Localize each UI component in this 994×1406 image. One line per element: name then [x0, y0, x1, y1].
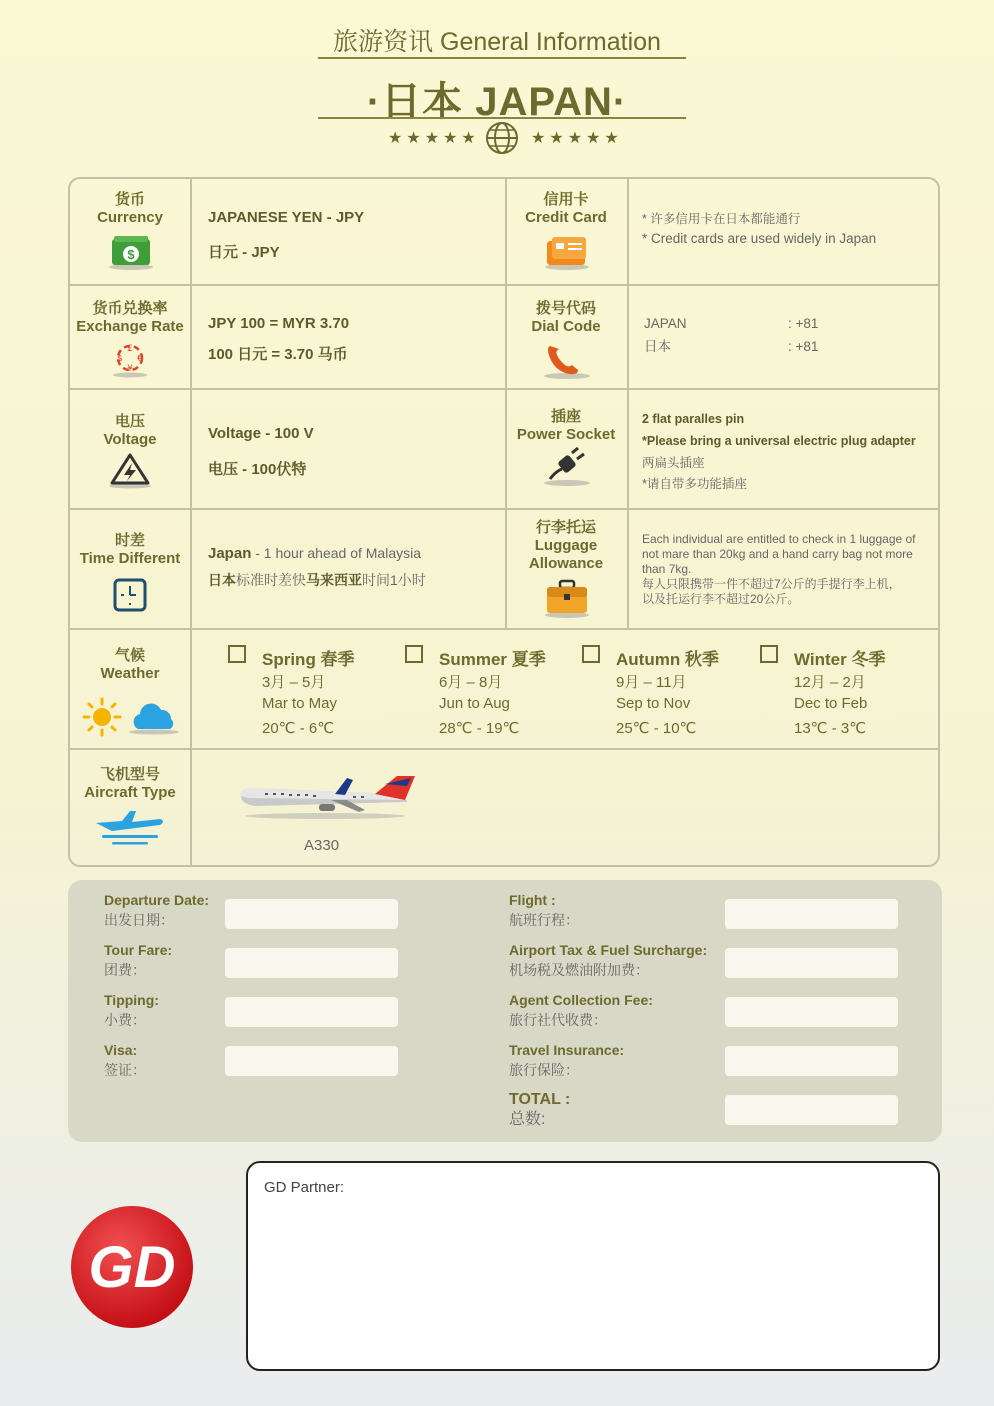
plug-icon — [542, 447, 592, 487]
time-different-label: 时差 Time Different — [79, 532, 181, 567]
svg-text:¥: ¥ — [127, 364, 133, 374]
clock-icon — [112, 577, 148, 613]
dial-country-cn: 日本 — [644, 339, 671, 354]
dial-code-en: : +81 — [788, 316, 819, 331]
departure-date-field[interactable] — [225, 899, 398, 929]
credit-card-label: 信用卡 Credit Card — [525, 191, 607, 226]
credit-card-icon — [544, 235, 590, 271]
season-temp: 20℃ - 6℃ — [262, 720, 335, 737]
season-range: Mar to May — [262, 695, 338, 712]
season-months: 12月 – 2月 — [794, 674, 866, 691]
logo-text: GD — [88, 1235, 176, 1300]
visa-label: Visa: 签证： — [104, 1042, 146, 1078]
gd-logo — [70, 1205, 194, 1329]
season-range: Sep to Nov — [616, 695, 691, 712]
dial-code-label: 拨号代码 Dial Code — [531, 300, 601, 335]
visa-field[interactable] — [225, 1046, 398, 1076]
voltage-value-cn: 电压 - 100伏特 — [208, 461, 307, 478]
flight-label: Flight : 航班行程： — [509, 892, 579, 928]
agent-fee-label: Agent Collection Fee: 旅行社代收费： — [509, 992, 653, 1028]
credit-note-cn: * 许多信用卡在日本都能通行 — [642, 212, 801, 226]
tour-fare-label: Tour Fare: 团费： — [104, 942, 173, 978]
power-line-1: 2 flat paralles pin — [642, 412, 745, 426]
col-divider — [627, 179, 629, 630]
season-name: Spring 春季 — [262, 650, 355, 669]
credit-note-en: * Credit cards are used widely in Japan — [642, 231, 877, 246]
voltage-label: 电压 Voltage — [103, 413, 157, 448]
season-name: Autumn 秋季 — [616, 650, 719, 669]
money-icon — [108, 235, 154, 271]
exchange-value-cn: 100 日元 = 3.70 马币 — [208, 346, 348, 363]
currency-label: 货币 Currency — [97, 191, 163, 226]
tipping-field[interactable] — [225, 997, 398, 1027]
svg-text:£: £ — [127, 344, 133, 354]
season-temp: 25℃ - 10℃ — [616, 720, 697, 737]
airport-tax-field[interactable] — [725, 948, 898, 978]
exchange-value-en: JPY 100 = MYR 3.70 — [208, 315, 350, 332]
tipping-label: Tipping: 小费： — [104, 992, 159, 1028]
suitcase-icon — [544, 579, 590, 619]
col-divider — [190, 179, 192, 867]
svg-text:$: $ — [127, 247, 135, 262]
currency-value-cn: 日元 - JPY — [208, 244, 280, 261]
tour-fare-field[interactable] — [225, 948, 398, 978]
aircraft-image — [235, 774, 415, 822]
header-title: ·日本 JAPAN· — [366, 80, 628, 124]
power-line-4: *请自带多功能插座 — [642, 477, 747, 491]
voltage-value-en: Voltage - 100 V — [208, 425, 314, 442]
svg-text:$: $ — [117, 354, 123, 364]
departure-date-label: Departure Date: 出发日期： — [104, 892, 210, 928]
season-months: 9月 – 11月 — [616, 674, 687, 691]
winter-checkbox[interactable] — [760, 645, 778, 663]
stars-left: ★★★★★ — [388, 130, 480, 147]
travel-insurance-field[interactable] — [725, 1046, 898, 1076]
phone-icon — [542, 342, 592, 380]
fees-form — [68, 880, 942, 1142]
airport-tax-label: Airport Tax & Fuel Surcharge: 机场税及燃油附加费： — [509, 942, 708, 978]
luggage-line-4: 每人只限携带一件不超过7公斤的手提行李上机， — [642, 577, 901, 591]
header-divider-top — [318, 57, 686, 59]
header-subtitle: 旅游资讯 General Information — [333, 28, 661, 56]
header-divider-bottom — [318, 117, 686, 119]
power-line-2: *Please bring a universal electric plug adapter — [642, 434, 916, 448]
header — [0, 0, 994, 170]
luggage-line-2: not mare than 20kg and a hand carry bag not more — [642, 547, 913, 561]
partner-label: GD Partner: — [264, 1179, 345, 1196]
agent-fee-field[interactable] — [725, 997, 898, 1027]
dial-country-en: JAPAN — [644, 316, 687, 331]
season-range: Dec to Feb — [794, 695, 868, 712]
aircraft-model: A330 — [304, 837, 340, 854]
season-name: Winter 冬季 — [794, 650, 886, 669]
luggage-line-5: 以及托运行李不超过20公斤。 — [642, 592, 800, 606]
season-range: Jun to Aug — [439, 695, 510, 712]
stars-right: ★★★★★ — [531, 130, 623, 147]
lightning-warning-icon — [108, 453, 152, 489]
spring-checkbox[interactable] — [228, 645, 246, 663]
departure-plane-icon — [92, 809, 168, 851]
luggage-label: 行李托运 Luggage Allowance — [528, 519, 604, 572]
info-table — [68, 177, 940, 867]
summer-checkbox[interactable] — [405, 645, 423, 663]
autumn-checkbox[interactable] — [582, 645, 600, 663]
exchange-icon — [112, 342, 148, 378]
weather-label: 气候 Weather — [100, 647, 160, 682]
exchange-label: 货币兑换率 Exchange Rate — [76, 300, 184, 335]
dial-code-cn: : +81 — [788, 339, 819, 354]
time-value-cn: 日本标准时差快马来西亚时间1小时 — [208, 572, 426, 588]
season-months: 6月 – 8月 — [439, 674, 503, 691]
time-value-en: Japan - 1 hour ahead of Malaysia — [208, 545, 422, 562]
luggage-line-3: than 7kg. — [642, 562, 692, 576]
globe-icon — [485, 121, 519, 155]
season-name: Summer 夏季 — [439, 650, 546, 669]
flight-field[interactable] — [725, 899, 898, 929]
luggage-line-1: Each individual are entitled to check in 1 luggage of — [642, 532, 916, 546]
season-months: 3月 – 5月 — [262, 674, 326, 691]
cloud-icon — [128, 701, 180, 735]
travel-insurance-label: Travel Insurance: 旅行保险： — [509, 1042, 625, 1078]
total-field[interactable] — [725, 1095, 898, 1125]
power-line-3: 两扁头插座 — [642, 456, 705, 470]
season-temp: 28℃ - 19℃ — [439, 720, 520, 737]
aircraft-label: 飞机型号 Aircraft Type — [84, 766, 176, 801]
partner-box[interactable] — [246, 1161, 940, 1371]
svg-text:€: € — [137, 354, 143, 364]
power-socket-label: 插座 Power Socket — [516, 408, 616, 443]
currency-value-en: JAPANESE YEN - JPY — [208, 209, 365, 226]
row-divider — [70, 748, 940, 750]
total-label: TOTAL : 总数: — [509, 1091, 571, 1128]
season-temp: 13℃ - 3℃ — [794, 720, 867, 737]
sun-icon — [82, 697, 122, 737]
